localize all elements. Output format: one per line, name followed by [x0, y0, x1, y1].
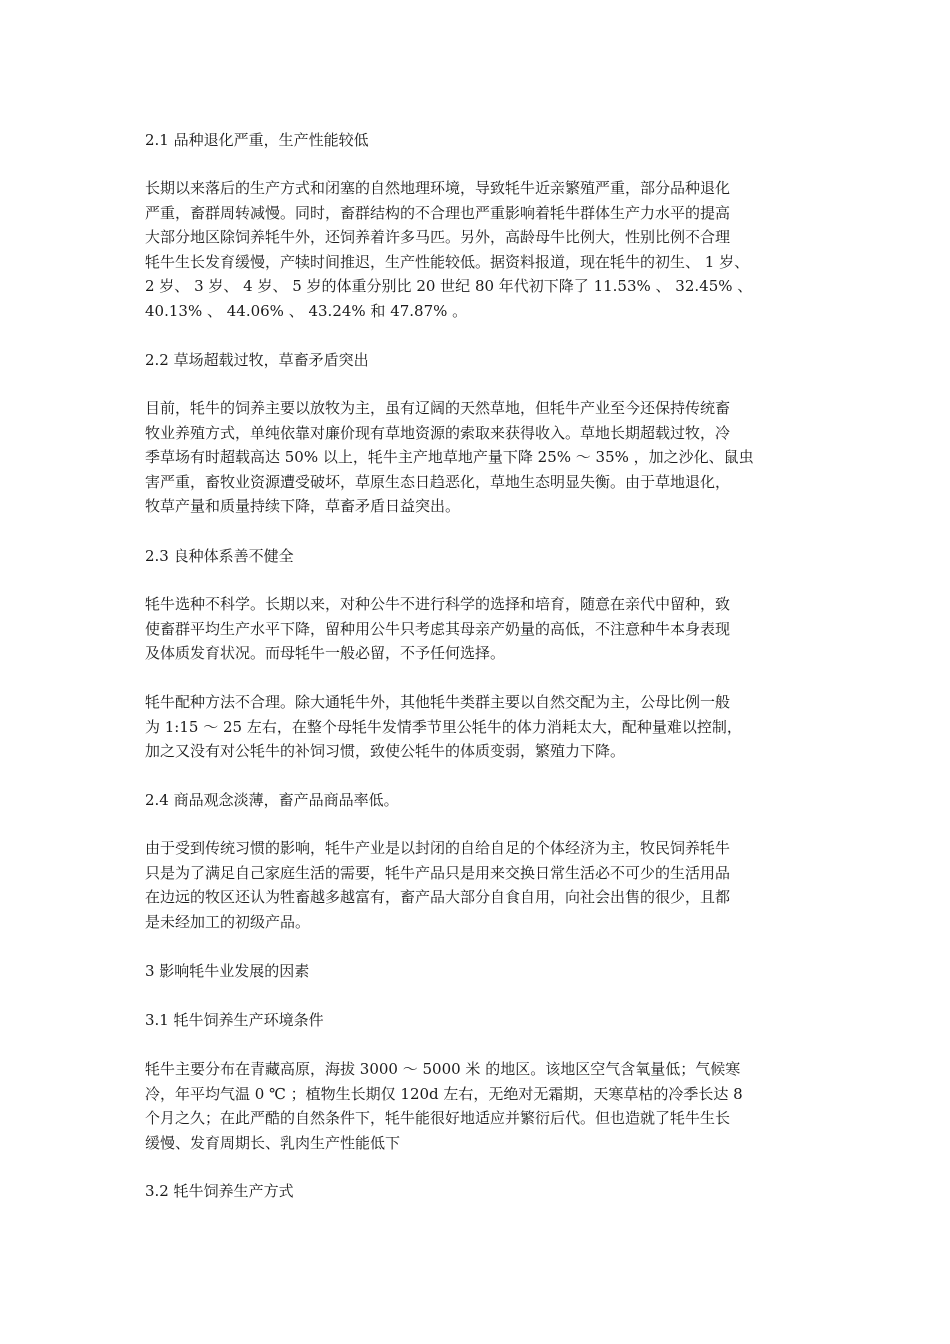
- paragraph-line: 长期以来落后的生产方式和闭塞的自然地理环境，导致牦牛近亲繁殖严重，部分品种退化: [145, 179, 731, 197]
- paragraph-line: 为 1:15 ～ 25 左右，在整个母牦牛发情季节里公牦牛的体力消耗太大，配种量难以控制，: [145, 717, 742, 736]
- paragraph-2-2: [145, 396, 754, 519]
- paragraph-2-3a: [145, 592, 730, 666]
- paragraph-line: 牧业养殖方式，单纯依靠对廉价现有草地资源的索取来获得收入。草地长期超载过牧，冷: [145, 423, 731, 442]
- paragraph-line: 是未经加工的初级产品。: [145, 912, 311, 931]
- paragraph-line: 害严重，畜牧业资源遭受破坏，草原生态日趋恶化，草地生态明显失衡。由于草地退化，: [145, 472, 731, 491]
- paragraph-3-1: [145, 1057, 743, 1155]
- paragraph-line: 牦牛选种不科学。长期以来，对种公牛不进行科学的选择和培育，随意在亲代中留种，致: [145, 595, 731, 613]
- paragraph-line: 季草场有时超载高达 50% 以上，牦牛主产地草地产量下降 25% ～ 35% ，加之沙化、鼠虫: [145, 448, 754, 466]
- paragraph-line: 由于受到传统习惯的影响，牦牛产业是以封闭的自给自足的个体经济为主，牧民饲养牦牛: [145, 839, 731, 857]
- paragraph-line: 及体质发育状况。而母牦牛一般必留，不予任何选择。: [145, 644, 506, 662]
- paragraph-line: 缓慢、发育周期长、乳肉生产性能低下: [145, 1133, 401, 1152]
- paragraph-line: 只是为了满足自己家庭生活的需要，牦牛产品只是用来交换日常生活必不可少的生活用品: [145, 863, 731, 882]
- heading-2-4: 2.4 商品观念淡薄，畜产品商品率低。: [145, 791, 399, 809]
- heading-2-1: 2.1 品种退化严重，生产性能较低: [145, 131, 369, 149]
- paragraph-2-3b: [145, 690, 742, 764]
- paragraph-line: 牧草产量和质量持续下降，草畜矛盾日益突出。: [145, 497, 461, 515]
- heading-3: 3 影响牦牛业发展的因素: [145, 962, 310, 980]
- paragraph-line: 目前，牦牛的饲养主要以放牧为主，虽有辽阔的天然草地，但牦牛产业至今还保持传统畜: [145, 399, 731, 417]
- heading-2-2: 2.2 草场超载过牧，草畜矛盾突出: [145, 351, 369, 369]
- heading-3-2: 3.2 牦牛饲养生产方式: [145, 1182, 294, 1200]
- paragraph-line: 牦牛主要分布在青藏高原，海拔 3000 ～ 5000 米 的地区。该地区空气含氧量低；气候寒: [145, 1060, 741, 1078]
- paragraph-line: 在边远的牧区还认为牲畜越多越富有，畜产品大部分自食自用，向社会出售的很少，且都: [145, 888, 731, 906]
- paragraph-2-1: [145, 176, 752, 323]
- paragraph-line: 2 岁、 3 岁、 4 岁、 5 岁的体重分别比 20 世纪 80 年代初下降了 11.53% 、 32.45% 、: [145, 277, 753, 295]
- paragraph-line: 冷，年平均气温 0 ℃ ；植物生长期仅 120d 左右，无绝对无霜期，天寒草枯的冷季长达 8: [145, 1084, 743, 1103]
- paragraph-line: 加之又没有对公牦牛的补饲习惯，致使公牦牛的体质变弱，繁殖力下降。: [145, 742, 626, 760]
- paragraph-line: 40.13% 、 44.06% 、 43.24% 和 47.87% 。: [145, 301, 468, 320]
- paragraph-line: 个月之久；在此严酷的自然条件下，牦牛能很好地适应并繁衍后代。但也造就了牦牛生长: [145, 1109, 731, 1127]
- paragraph-line: 严重，畜群周转减慢。同时，畜群结构的不合理也严重影响着牦牛群体生产力水平的提高: [145, 203, 731, 222]
- heading-3-1: 3.1 牦牛饲养生产环境条件: [145, 1011, 324, 1029]
- paragraph-line: 牦牛生长发育缓慢，产犊时间推迟，生产性能较低。据资料报道，现在牦牛的初生、 1 岁、: [145, 252, 750, 271]
- heading-2-3: 2.3 良种体系善不健全: [145, 547, 294, 565]
- paragraph-line: 牦牛配种方法不合理。除大通牦牛外，其他牦牛类群主要以自然交配为主，公母比例一般: [145, 693, 731, 711]
- paragraph-line: 大部分地区除饲养牦牛外，还饲养着许多马匹。另外，高龄母牛比例大，性别比例不合理: [145, 228, 731, 246]
- paragraph-2-4: [145, 836, 730, 934]
- paragraph-line: 使畜群平均生产水平下降，留种用公牛只考虑其母亲产奶量的高低，不注意种牛本身表现: [145, 619, 731, 638]
